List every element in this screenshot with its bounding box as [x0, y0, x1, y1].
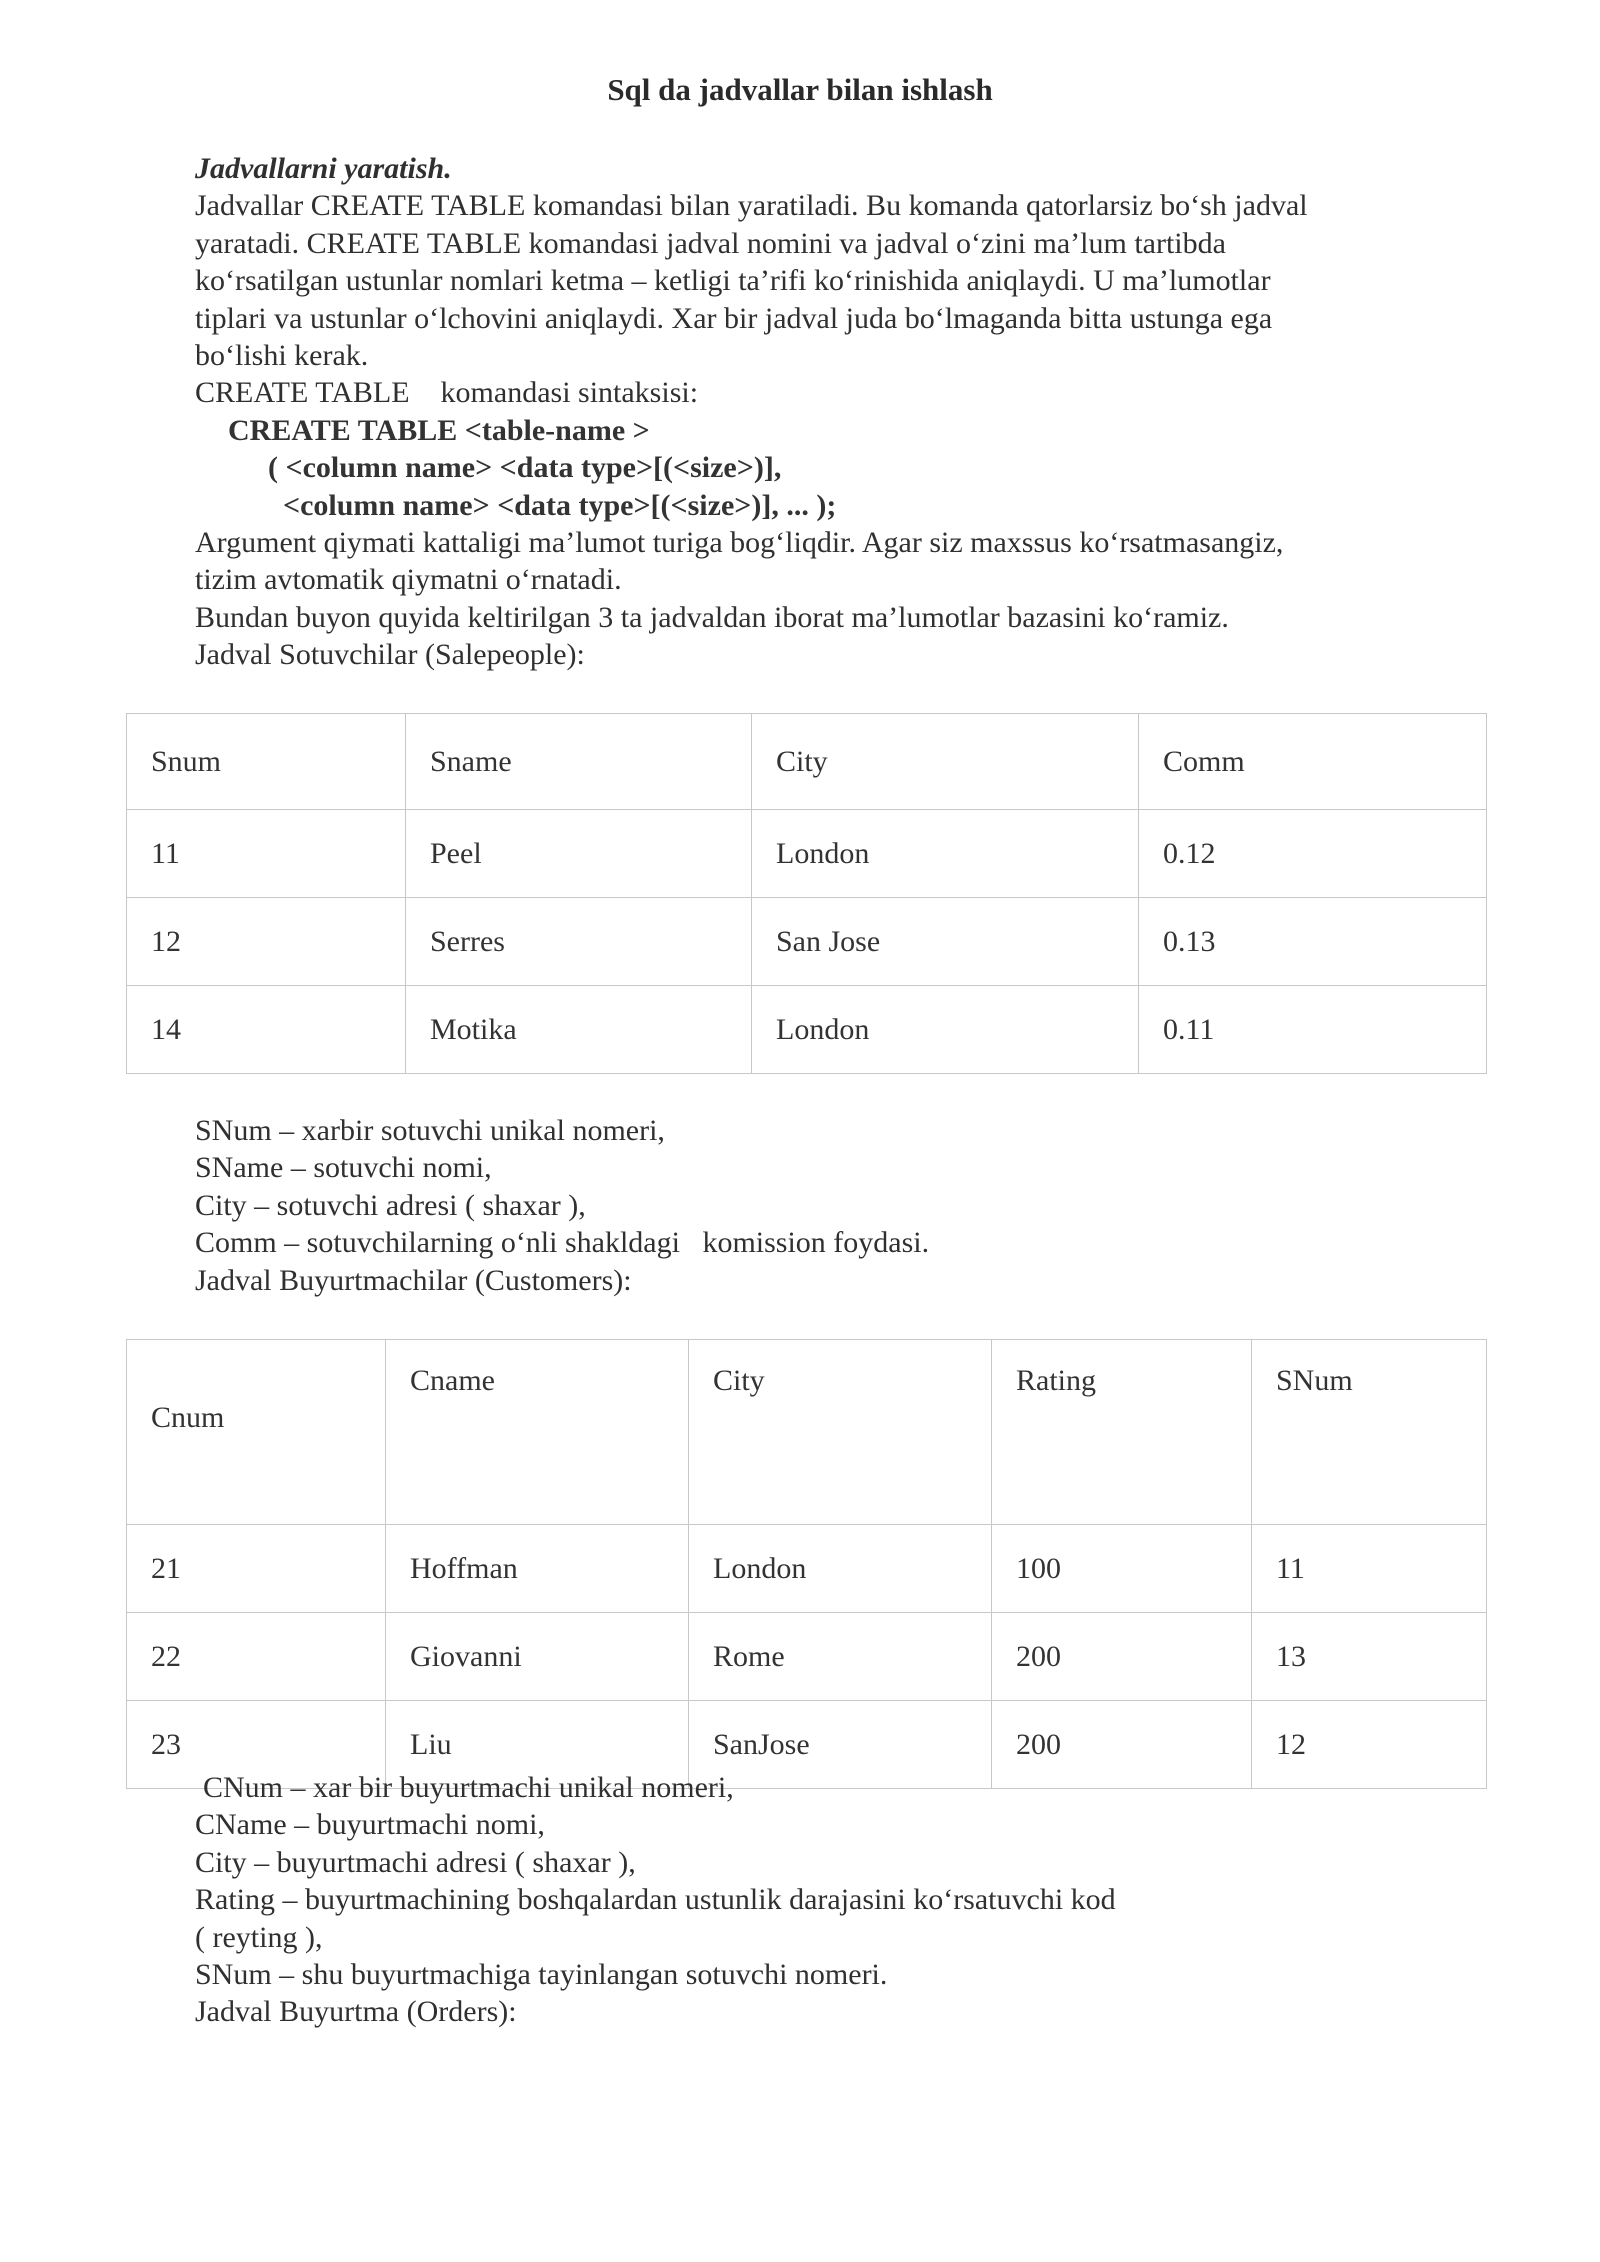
description-line: Rating – buyurtmachining boshqalardan ustunlik darajasini ko‘rsatuvchi kod — [195, 1883, 1116, 1917]
table-cell: 14 — [127, 986, 406, 1074]
table-cell: London — [752, 986, 1139, 1074]
table-row — [127, 1613, 1487, 1701]
table-caption: Jadval Sotuvchilar (Salepeople): — [195, 638, 585, 672]
customers-description — [195, 1769, 1116, 2031]
table-cell: Hoffman — [386, 1525, 689, 1613]
description-line: SNum – shu buyurtmachiga tayinlangan sotuvchi nomeri. — [195, 1957, 888, 1991]
header-cell: SNum — [1252, 1340, 1487, 1525]
description-line: ( reyting ), — [195, 1920, 323, 1954]
table-cell: 13 — [1252, 1613, 1487, 1701]
table-cell: Serres — [406, 898, 752, 986]
syntax-label-text: komandasi sintaksisi: — [440, 376, 699, 410]
table-cell: London — [689, 1525, 992, 1613]
table-cell: 22 — [127, 1613, 386, 1701]
paragraph-line: Jadvallar CREATE TABLE komandasi bilan yaratiladi. Bu komanda qatorlarsiz bo‘sh jadval — [195, 189, 1308, 223]
description-line: CNum – xar bir buyurtmachi unikal nomeri, — [203, 1771, 734, 1804]
header-cell: Sname — [406, 714, 752, 810]
code-line: CREATE TABLE <table-name > — [228, 413, 650, 447]
header-cell: Comm — [1139, 714, 1487, 810]
customers-table — [126, 1339, 1487, 1789]
section-heading: Jadvallarni yaratish. — [195, 152, 452, 185]
table-cell: Peel — [406, 810, 752, 898]
paragraph-line: tizim avtomatik qiymatni o‘rnatadi. — [195, 563, 622, 597]
paragraph-line: Argument qiymati kattaligi ma’lumot turiga bog‘liqdir. Agar siz maxssus ko‘rsatmasangiz, — [195, 525, 1284, 559]
table-cell: 100 — [992, 1525, 1252, 1613]
table-cell: Motika — [406, 986, 752, 1074]
page-title: Sql da jadvallar bilan ishlash — [607, 72, 993, 107]
table-row — [127, 898, 1487, 986]
header-cell: Cnum — [127, 1340, 386, 1525]
code-line: <column name> <data type>[(<size>)], ... ); — [283, 488, 837, 522]
paragraph-line: Bundan buyon quyida keltirilgan 3 ta jadvaldan iborat ma’lumotlar bazasini ko‘ramiz. — [195, 600, 1229, 634]
code-line: ( <column name> <data type>[(<size>)], — [268, 451, 782, 485]
header-cell: City — [689, 1340, 992, 1525]
table-cell: 200 — [992, 1701, 1252, 1789]
table-cell: London — [752, 810, 1139, 898]
intro-section — [195, 150, 1308, 673]
table-cell: 12 — [1252, 1701, 1487, 1789]
paragraph-line: bo‘lishi kerak. — [195, 338, 369, 372]
table-row — [127, 986, 1487, 1074]
description-line: SName – sotuvchi nomi, — [195, 1151, 492, 1185]
description-line: SNum – xarbir sotuvchi unikal nomeri, — [195, 1114, 665, 1147]
header-cell: Rating — [992, 1340, 1252, 1525]
table-cell: 21 — [127, 1525, 386, 1613]
table-cell: 0.12 — [1139, 810, 1487, 898]
table-header-row — [127, 714, 1487, 810]
table-cell: 23 — [127, 1701, 386, 1789]
description-line: CName – buyurtmachi nomi, — [195, 1808, 545, 1842]
table-cell: Giovanni — [386, 1613, 689, 1701]
table-cell: 0.11 — [1139, 986, 1487, 1074]
table-cell: 0.13 — [1139, 898, 1487, 986]
table-cell: 11 — [1252, 1525, 1487, 1613]
table-cell: 12 — [127, 898, 406, 986]
header-cell: Cname — [386, 1340, 689, 1525]
description-line: City – buyurtmachi adresi ( shaxar ), — [195, 1845, 636, 1879]
table-cell: 200 — [992, 1613, 1252, 1701]
syntax-label — [195, 374, 1308, 411]
salespeople-table — [126, 713, 1487, 1074]
syntax-label-keyword: CREATE TABLE — [195, 376, 410, 410]
paragraph-line: tiplari va ustunlar o‘lchovini aniqlaydi. Xar bir jadval juda bo‘lmaganda bitta ustunga ega — [195, 301, 1273, 335]
table-row — [127, 810, 1487, 898]
salespeople-description — [195, 1112, 929, 1299]
description-line: Comm – sotuvchilarning o‘nli shakldagi komission foydasi. — [195, 1226, 930, 1260]
table-cell: SanJose — [689, 1701, 992, 1789]
table-cell: Liu — [386, 1701, 689, 1789]
paragraph-line: yaratadi. CREATE TABLE komandasi jadval nomini va jadval o‘zini ma’lum tartibda — [195, 226, 1226, 260]
table-cell: Rome — [689, 1613, 992, 1701]
header-cell: Snum — [127, 714, 406, 810]
table-cell: San Jose — [752, 898, 1139, 986]
table-row — [127, 1525, 1487, 1613]
header-cell: City — [752, 714, 1139, 810]
description-line: City – sotuvchi adresi ( shaxar ), — [195, 1188, 586, 1222]
table-cell: 11 — [127, 810, 406, 898]
paragraph-line: ko‘rsatilgan ustunlar nomlari ketma – ketligi ta’rifi ko‘rinishida aniqlaydi. U ma’lumotlar — [195, 264, 1271, 298]
table-caption: Jadval Buyurtma (Orders): — [195, 1995, 517, 2029]
table-header-row — [127, 1340, 1487, 1525]
table-caption: Jadval Buyurtmachilar (Customers): — [195, 1263, 632, 1297]
